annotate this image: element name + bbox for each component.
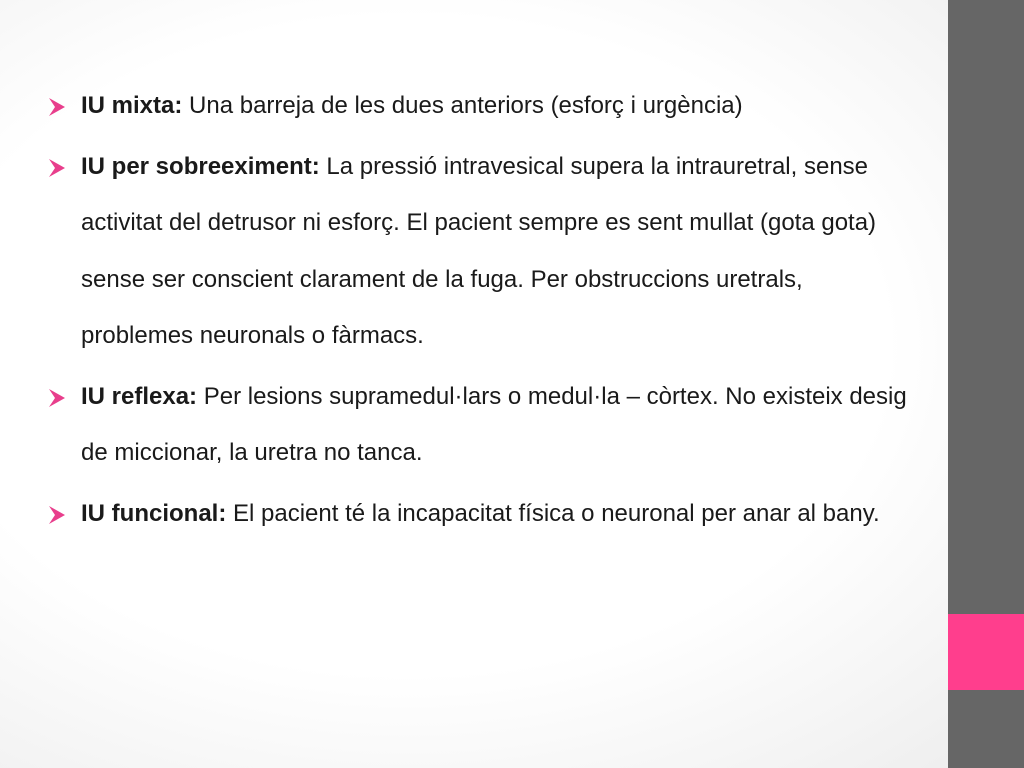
list-item (48, 78, 908, 135)
item-text: Per lesions supramedul·lars o medul·la – còrtex. No existeix desig de miccionar, la uretra no tanca. (81, 382, 907, 466)
item-term: IU funcional: (81, 499, 227, 527)
item-term: IU mixta: (81, 92, 183, 119)
arrow-bullet-icon (48, 98, 66, 116)
item-text: Una barreja de les dues anteriors (esforç i urgència) (182, 92, 743, 119)
list-item (48, 486, 908, 543)
item-term: IU per sobreeximent: (81, 152, 320, 180)
list-item (48, 139, 908, 365)
side-accent-block (948, 614, 1024, 690)
item-text: El pacient té la incapacitat física o neuronal per anar al bany. (226, 499, 880, 527)
arrow-bullet-icon (48, 159, 66, 177)
arrow-bullet-icon (48, 506, 66, 524)
item-term: IU reflexa: (81, 382, 198, 410)
arrow-bullet-icon (48, 389, 66, 407)
list-item (48, 369, 908, 482)
bullet-list (48, 78, 908, 546)
item-text: La pressió intravesical supera la intrauretral, sense activitat del detrusor ni esforç. El pacient sempre es sent mullat (gota gota) sense ser conscient clarament de la fuga. Per obstruccions uretrals, problemes neuronals o fàrmacs. (81, 152, 877, 349)
